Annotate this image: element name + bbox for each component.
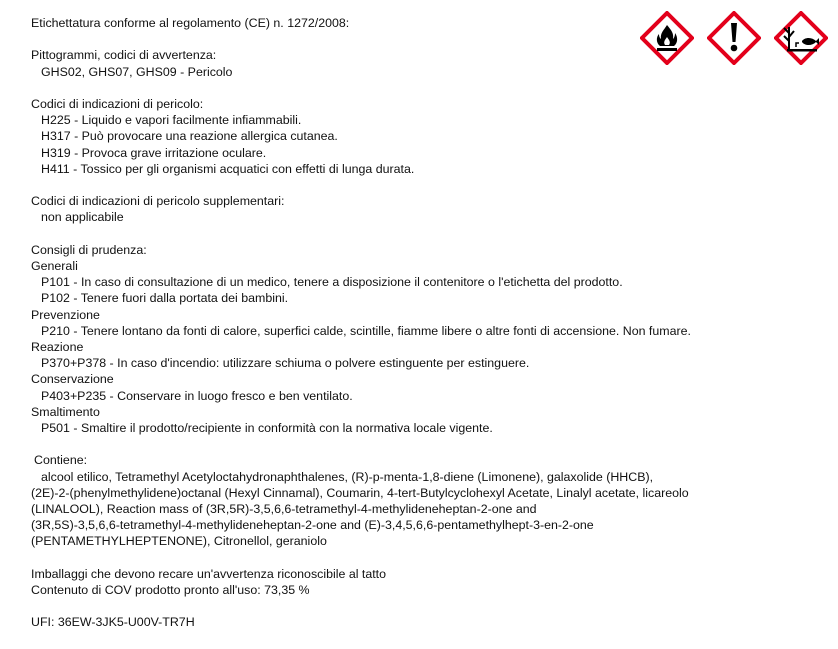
precaution-item: P370+P378 - In caso d'incendio: utilizzare schiuma o polvere estinguente per estinguere. (41, 356, 530, 371)
hazard-item: H319 - Provoca grave irritazione oculare. (41, 145, 267, 160)
precaution-group-title: Reazione (31, 340, 84, 354)
hazard-item: H411 - Tossico per gli organismi acquatici con effetti di lunga durata. (41, 161, 415, 176)
ufi-code: UFI: 36EW-3JK5-U00V-TR7H (31, 615, 195, 630)
supplementary-heading: Codici di indicazioni di pericolo supplementari: (31, 194, 285, 209)
contains-line: (LINALOOL), Reaction mass of (3R,5R)-3,5,6,6-tetramethyl-4-methylideneheptan-2-one and (31, 502, 537, 517)
document-title: Etichettatura conforme al regolamento (CE) n. 1272/2008: (31, 16, 350, 30)
precaution-group-title: Smaltimento (31, 404, 100, 419)
precaution-group-title: Generali (31, 258, 78, 273)
hazard-item: H317 - Può provocare una reazione allergica cutanea. (41, 129, 338, 144)
label-document (31, 15, 811, 631)
voc-content: Contenuto di COV prodotto pronto all'uso: 73,35 % (31, 583, 310, 598)
precaution-item: P501 - Smaltire il prodotto/recipiente in conformità con la normativa locale vigente. (41, 421, 493, 436)
precaution-group-title: Prevenzione (31, 307, 100, 322)
supplementary-value: non applicabile (41, 210, 124, 225)
precaution-item: P210 - Tenere lontano da fonti di calore, superfici calde, scintille, fiamme libere o altre fonti di accensione. Non fumare. (41, 323, 691, 338)
contains-line: (PENTAMETHYLHEPTENONE), Citronellol, geraniolo (31, 534, 327, 549)
contains-line: alcool etilico, Tetramethyl Acetyloctahydronaphthalenes, (R)-p-menta-1,8-diene (Limonene), galaxolide (HHCB), (41, 469, 654, 484)
hazard-item: H225 - Liquido e vapori facilmente infiammabili. (41, 113, 302, 128)
pictograms-value: GHS02, GHS07, GHS09 - Pericolo (41, 64, 233, 79)
contains-line: (2E)-2-(phenylmethylidene)octanal (Hexyl Cinnamal), Coumarin, 4-tert-Butylcyclohexyl Acetate, Linalyl acetate, licareolo (31, 485, 689, 500)
hazard-heading: Codici di indicazioni di pericolo: (31, 96, 204, 111)
packaging-note: Imballaggi che devono recare un'avvertenza riconoscibile al tatto (31, 566, 387, 581)
precaution-item: P102 - Tenere fuori dalla portata dei bambini. (41, 291, 289, 306)
precautionary-heading: Consigli di prudenza: (31, 242, 147, 257)
contains-heading: Contiene: (34, 453, 88, 468)
contains-line: (3R,5S)-3,5,6,6-tetramethyl-4-methylideneheptan-2-one and (E)-3,4,5,6,6-pentamethylhept-3-en-2-one (31, 518, 594, 533)
precaution-item: P101 - In caso di consultazione di un medico, tenere a disposizione il contenitore o l'etichetta del prodotto. (41, 275, 623, 290)
precaution-item: P403+P235 - Conservare in luogo fresco e ben ventilato. (41, 388, 353, 403)
precaution-group-title: Conservazione (31, 372, 114, 387)
pictograms-heading: Pittogrammi, codici di avvertenza: (31, 48, 217, 63)
